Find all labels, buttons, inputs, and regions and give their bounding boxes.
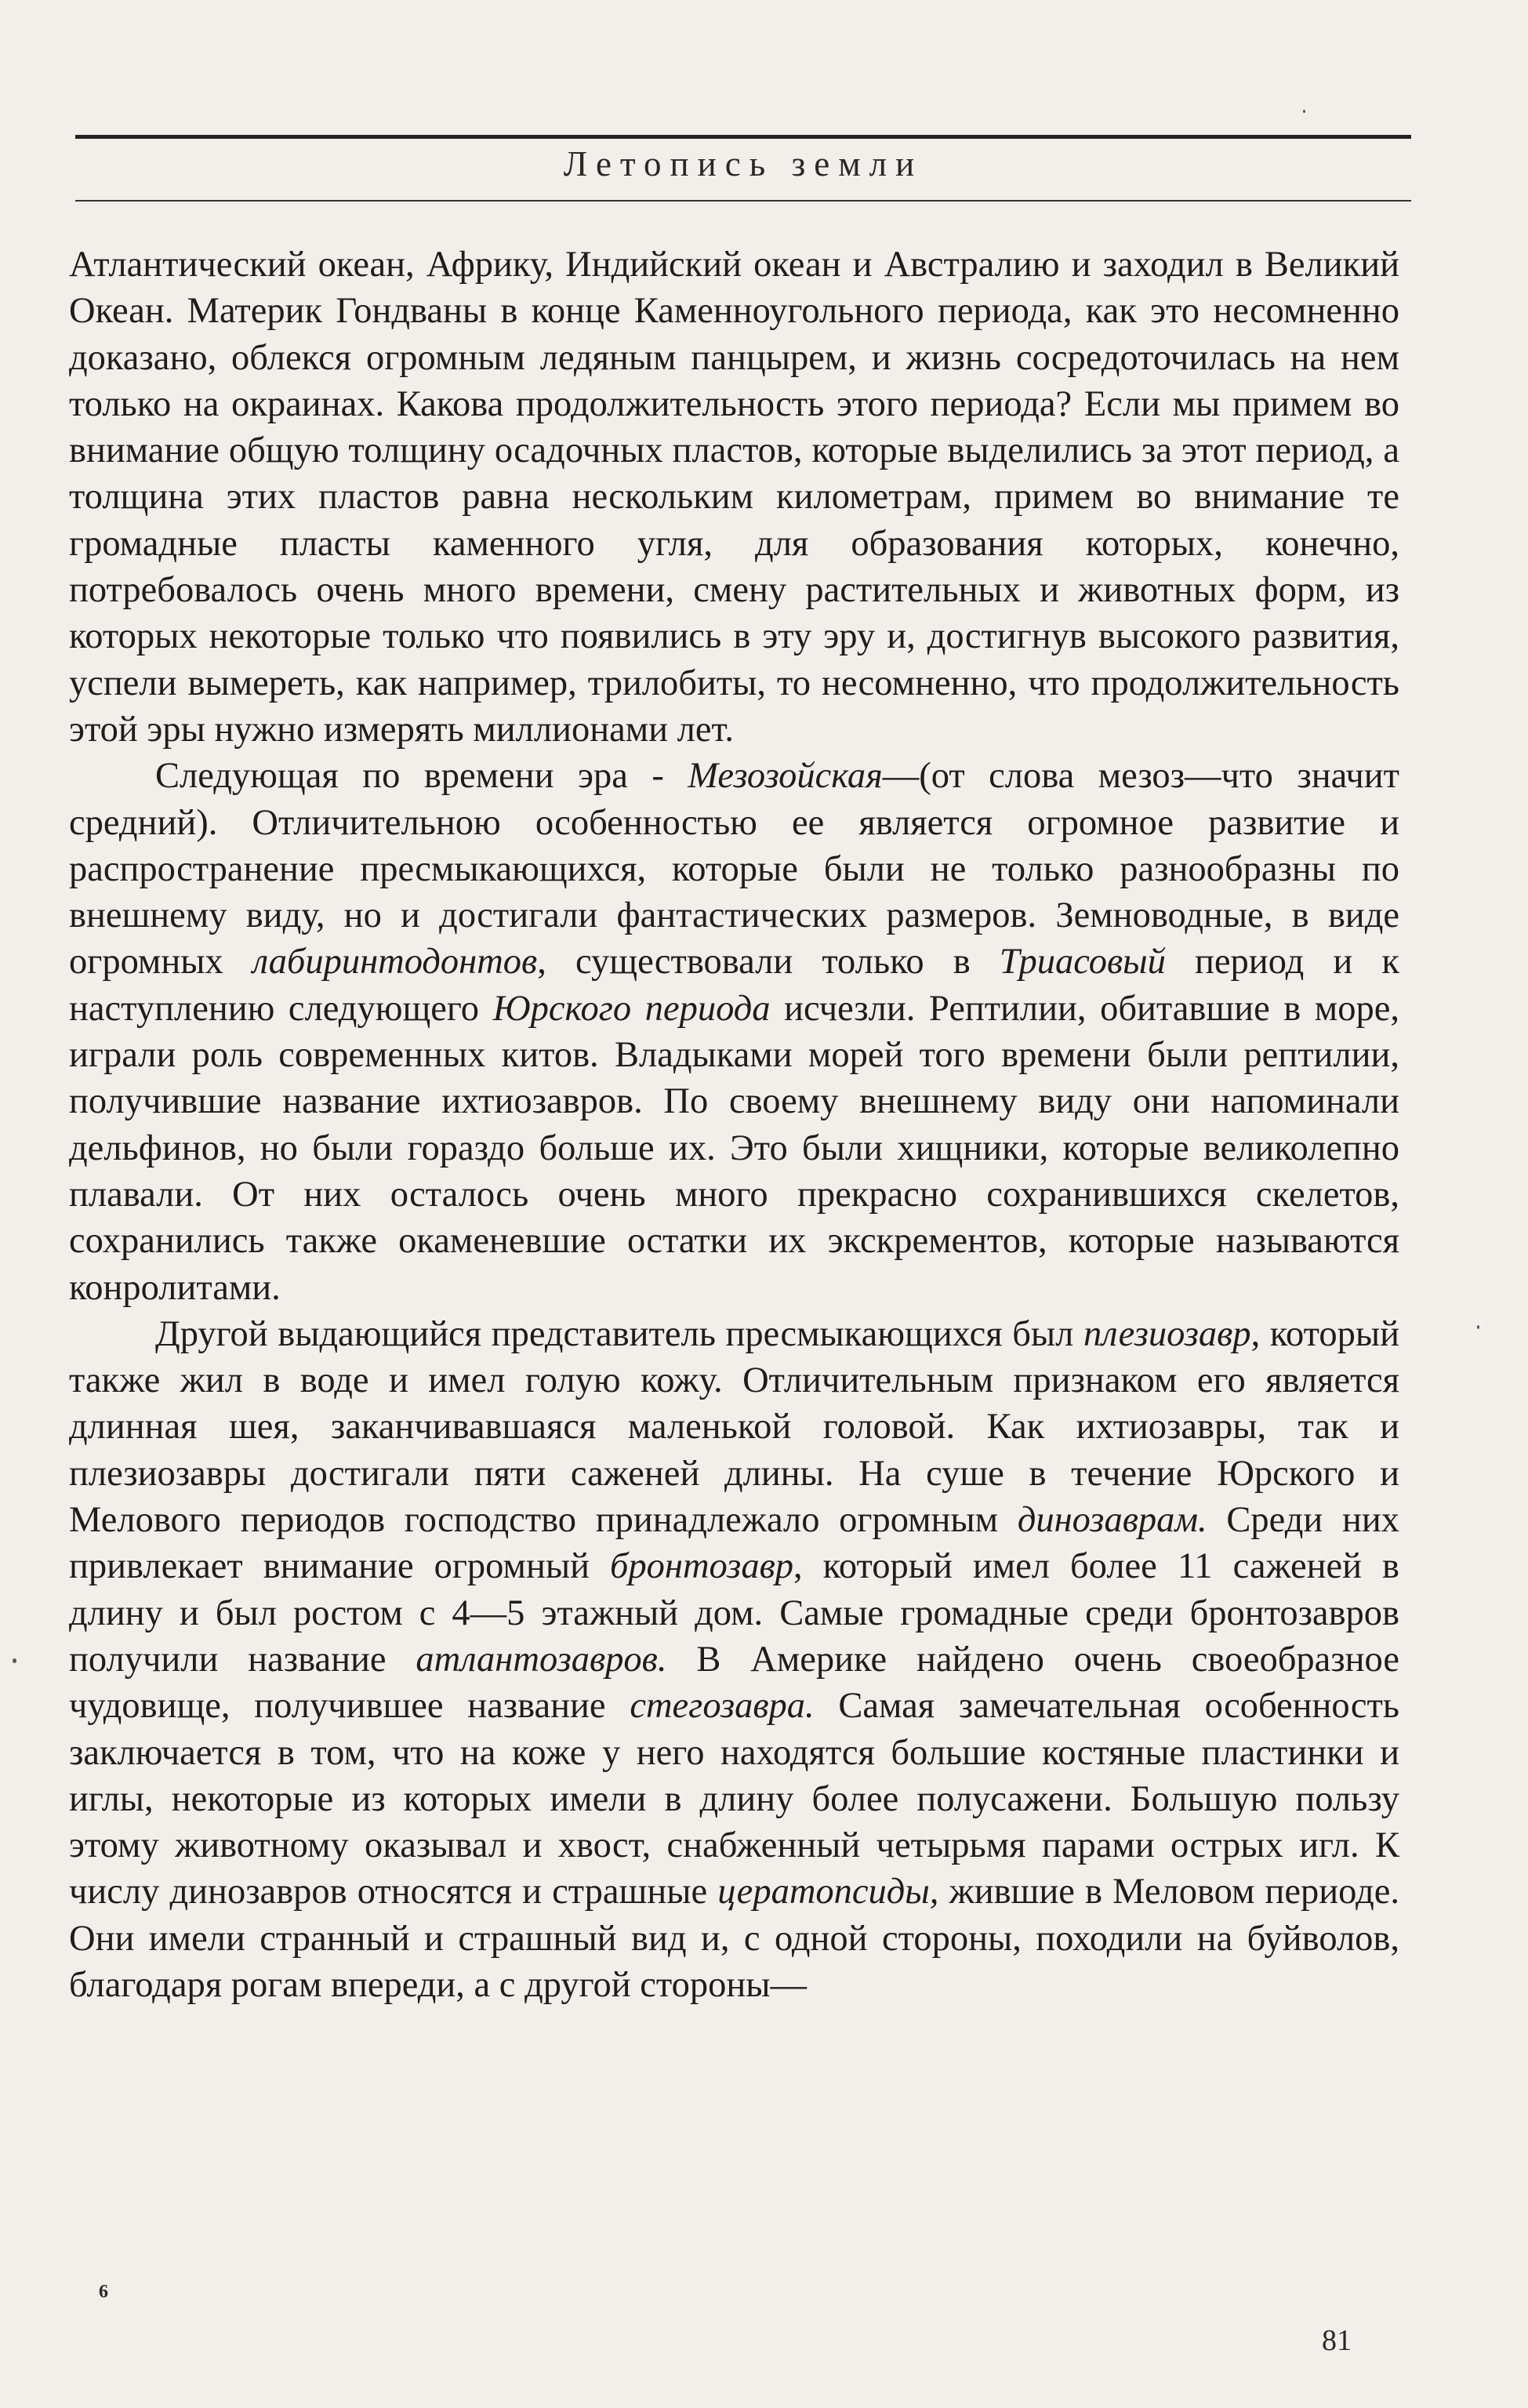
italic-term: лабиринтодонтов: [252, 942, 538, 982]
print-speck: [13, 1658, 16, 1663]
italic-term: Триасовый: [999, 942, 1166, 982]
text-run: , существовали только в: [537, 942, 1000, 982]
text-run: В Америке найдено очень своеобразное чудовище, получившее название: [69, 1639, 1399, 1727]
text-run: , который также жил в воде и имел голую кожу. Отличительным признаком его является длинная шея, заканчивавшаяся маленькой головой. Как ихтиозавры, так и плезиозавры достигали пяти саженей длины. На суше в течение Юрского и Мелового периодов господство принадлежало огромным: [69, 1313, 1399, 1541]
text-run: —(от слова мезоз—что значит средний). Отличительною особенностью ее является огромное развитие и распространение пресмыкающихся, которые были не только разнообразны по внешнему виду, но и достигали фантастических размеров. Земноводные, в виде огромных: [69, 756, 1399, 982]
italic-term: стегозавра.: [630, 1686, 815, 1727]
italic-term: динозаврам.: [1017, 1500, 1207, 1541]
text-run: Среди них привлекает внимание огромный: [69, 1500, 1400, 1587]
text-run: , который имел более 11 саженей в длину и был ростом с 4—5 этажный дом. Самые громадные среди бронтозавров получили название: [69, 1546, 1399, 1680]
italic-term: Мезозойская: [688, 756, 883, 797]
text-run: Другой выдающийся представитель пресмыкающихся был: [155, 1313, 1083, 1354]
italic-term: цератопсиды,: [717, 1872, 939, 1912]
text-run: Самая замечательная особенность заключается в том, что на коже у него находятся большие костяные пластинки и иглы, некоторые из которых имели в длину более полусажени. Большую пользу этому животному оказывал и хвост, снабженный четырьмя парами острых игл. К числу динозавров относятся и страшные: [69, 1686, 1399, 1912]
text-run: Следующая по времени эра -: [155, 756, 688, 797]
page-number: 81: [1322, 2324, 1352, 2357]
paragraph: [69, 242, 1399, 753]
print-speck: [1303, 110, 1305, 113]
text-run: Атлантический океан, Африку, Индийский океан и Австралию и заходил в Великий Океан. Материк Гондваны в конце Каменноугольного периода, как это несомненно доказано, облекся огромным ледяным панцырем, и жизнь сосредоточилась на нем только на окраинах. Какова продолжительность этого периода? Если мы примем во внимание общую толщину осадочных пластов, которые выделились за этот период, а толщина этих пластов равна нескольким километрам, примем во внимание те громадные пласты каменного угля, для образования которых, конечно, потребовалось очень много времени, смену растительных и животных форм, из которых некоторые только что появились в эту эру и, достигнув высокого развития, успели вымереть, как например, трилобиты, то несомненно, что продолжительность этой эры нужно измерять миллионами лет.: [69, 245, 1399, 750]
header-rule-top: [75, 135, 1411, 139]
print-speck: [1477, 1325, 1479, 1329]
paragraph: [69, 753, 1399, 1311]
header-rule-bottom: [75, 200, 1411, 202]
body-text: [69, 242, 1399, 2008]
italic-term: Юрского периода: [492, 988, 771, 1029]
signature-mark: 6: [99, 2282, 108, 2302]
text-run: исчезли. Рептилии, обитавшие в море, играли роль современных китов. Владыками морей того времени были рептилии, получившие название ихтиозавров. По своему внешнему виду они напоминали дельфинов, но были гораздо больше их. Это были хищники, которые великолепно плавали. От них осталось очень много прекрасно сохранившихся скелетов, сохранились также окаменевшие остатки их экскрементов, которые называются конролитами.: [69, 988, 1399, 1308]
italic-term: бронтозавр: [610, 1546, 793, 1587]
italic-term: плезиозавр: [1083, 1313, 1251, 1354]
text-run: период и к наступлению следующего: [69, 942, 1399, 1029]
text-run: жившие в Меловом периоде. Они имели странный и страшный вид и, с одной стороны, походили на буйволов, благодаря рогам впереди, а с другой стороны—: [69, 1872, 1400, 2005]
running-head: Летопись земли: [563, 144, 924, 183]
italic-term: атлантозавров.: [416, 1639, 667, 1680]
paragraph: [69, 1311, 1399, 2008]
